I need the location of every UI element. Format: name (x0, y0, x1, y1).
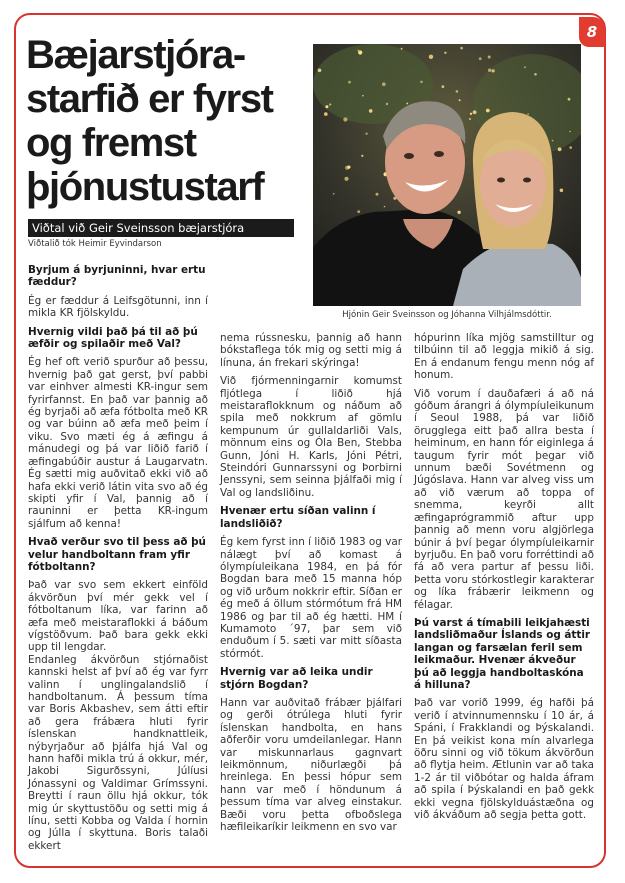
article-subtitle: Viðtal við Geir Sveinsson bæjarstjóra (28, 219, 294, 237)
article-byline: Viðtalið tók Heimir Eyvindarson (28, 239, 162, 249)
page-number: 8 (579, 17, 605, 47)
answer: Við fjórmenningarnir komumst fljótlega í liðið hjá meistaraflokknum og náðum að spila með nokkrum af gömlu kempunum úr gullaldarliði Vals, mönnum eins og Óla Ben, Stebba Gunn, Jóni H. Karls, Jóni Pétri, Steindóri Gunnarssyni og Þorbirni Jenssyni, sem seinna þjálfaði mig í Val og landsliðinu. (220, 375, 402, 499)
answer: Það var svo sem ekkert einföld ákvörðun því mér gekk vel í fótboltanum líka, var farinn að æfa með meistaraflokki á báðum vígstöðvum. Það bara gekk ekki upp til lengdar. (28, 579, 208, 654)
question: Byrjum á byrjuninni, hvar ertu fæddur? (28, 264, 206, 289)
answer: Hann var auðvitað frábær þjálfari og gerði ótrúlega hluti fyrir íslenskan handbolta, en hans aðferðir voru umdeilanlegar. Hann var miskunnarlaus gagnvart leikmönnum, niðurlægði þá hreinlega. En þessi hópur sem hann var með í höndunum á þessum tíma var alveg einstakur. Bæði voru þetta ofboðslega hæfileikaríkir leikmenn en svo var (220, 696, 402, 834)
question: Hvað verður svo til þess að þú velur handboltann fram yfir fótboltann? (28, 536, 206, 573)
photo-caption: Hjónin Geir Sveinsson og Jóhanna Vilhjálmsdóttir. (342, 310, 552, 320)
couple-photo (313, 44, 581, 306)
answer: hópurinn líka mjög samstilltur og tilbúinn til að leggja mikið á sig. En á endanum fengu menn nóg af honum. (414, 332, 594, 382)
article-headline: Bæjarstjóra-starfið er fyrst og fremst þjónustustarf (26, 33, 273, 209)
article-column-3 (414, 332, 594, 827)
question: Hvernig vildi það þá til að þú æfðir og spilaðir með Val? (28, 325, 198, 351)
answer: Endanleg ákvörðun stjórnaðist kannski helst af því að ég var fyrr valinn í unglingalandslið í handboltanum. Á þessum tíma var Boris Akbashev, sem átti eftir að gera frábæra hluti fyrir íslenskan handknattleik, nýbyrjaður að þjálfa hjá Val og hann hafði mikla trú á okkur, mér, Jakobi Sigurðssyni, Júlíusi Jónassyni og Valdimar Grímssyni. Breytti í raun öllu hjá okkur, tók mig úr skyttustöðu og setti mig á línu, setti Kobba og Valda í hornin og Júlla í skyttuna. Boris talaði ekkert (28, 653, 208, 852)
article-column-2 (220, 332, 402, 839)
answer: nema rússnesku, þannig að hann bókstaflega tók mig og setti mig á línuna, án frekari skýringa! (220, 332, 402, 369)
answer: Ég er fæddur á Leifsgötunni, inn í mikla KR fjölskyldu. (28, 294, 208, 320)
answer: Það var vorið 1999, ég hafði þá verið í atvinnumennsku í 10 ár, á Spáni, í Frakklandi og Þýskalandi. En þá veikist kona mín alvarlega öðru sinni og við tökum ákvörðun að flytja heim. Ætlunin var að taka 1-2 ár til viðbótar og halda áfram að spila í Þýskalandi en það gekk ekki vegna fjölskylduástæðna og við ákváðum að segja þetta gott. (414, 697, 594, 822)
answer: Ég hef oft verið spurður að þessu, hvernig það gat gerst, því pabbi var einhver almesti KR-ingur sem fyrirfannst. En það var þannig að ég byrjaði að æfa fótbolta með KR og var búinn að æfa með þeim í viku. Svo mæti ég á æfingu á mánudegi og þá var liðið farið í æfingabúðir austur á Laugarvatn. Ég sætti mig auðvitað ekki við að hafa ekki verið látin vita svo að ég skipti yfir í Val, þannig að í rauninni er þetta KR-ingum sjálfum að kenna! (28, 356, 208, 530)
question: Hvenær ertu síðan valinn í landsliðið? (220, 505, 376, 530)
question: Þú varst á tímabili leikjahæsti landsliðmaður Íslands og áttir langan og farsælan feril sem leikmaður. Hvenær ákveður þú að leggja handboltaskóna á hilluna? (414, 616, 591, 691)
answer: Við vorum í dauðafæri á að ná góðum árangri á ólympíuleikunum í Seoul 1988, þá var liðið örugglega eitt það allra besta í heiminum, en hann fór eiginlega á taugum fyrir mót þegar við unnum bæði Sovétmenn og Júgóslava. Hann var alveg viss um að við værum að toppa of snemma, keyrði allt æfingaprógrammið aftur upp þannig að menn voru algjörlega búnir á því þegar ólympíuleikarnir byrjuðu. En það voru forréttindi að fá að vera partur af þessu liði. Þetta voru stórkostlegir karakterar og líka frábærir leikmenn og félagar. (414, 387, 594, 611)
question: Hvernig var að leika undir stjórn Bogdan? (220, 666, 373, 691)
answer: Ég kem fyrst inn í liðið 1983 og var nálægt því að komast á ólympíuleikana 1984, en þá fór Bogdan bara með 15 manna hóp og við urðum nokkrir eftir. Síðan er ég með á öllum stórmótum frá HM 1986 og þar til að ég hætti. HM í Kumamoto ´97, þar sem við enduðum í 5. sæti var mitt síðasta stórmót. (220, 536, 402, 660)
article-column-1 (28, 264, 208, 858)
